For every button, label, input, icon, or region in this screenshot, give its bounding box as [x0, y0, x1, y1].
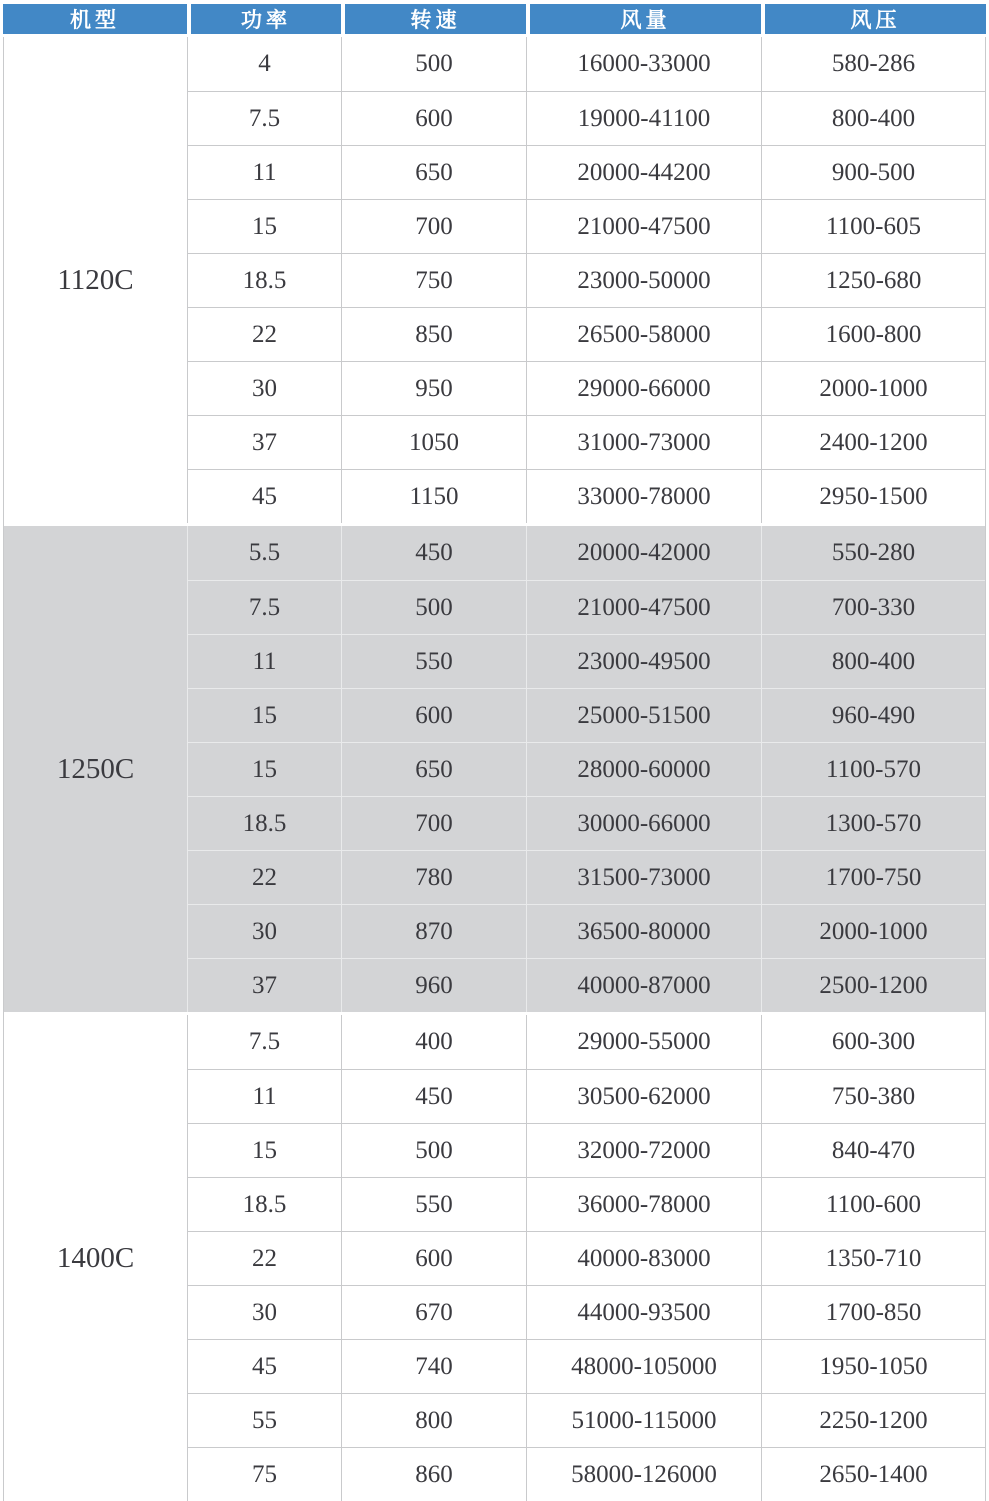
speed-cell: 860 [341, 1447, 526, 1501]
speed-cell: 750 [341, 253, 526, 307]
power-cell: 4 [258, 50, 271, 77]
header-cell-model: 机型 [3, 4, 187, 34]
power-cell: 75 [188, 1447, 341, 1501]
pressure-cell: 1700-850 [761, 1285, 985, 1339]
airflow-cell: 40000-87000 [526, 958, 761, 1012]
speed-cell: 1050 [341, 415, 526, 469]
power-cell: 22 [188, 1231, 341, 1285]
speed-cell: 850 [341, 307, 526, 361]
power-cell: 37 [188, 958, 341, 1012]
power-cell: 15 [188, 199, 341, 253]
pressure-cell: 1250-680 [761, 253, 985, 307]
speed-cell: 700 [341, 796, 526, 850]
pressure-cell: 1600-800 [761, 307, 985, 361]
speed-cell: 800 [341, 1393, 526, 1447]
power-cell: 11 [188, 145, 341, 199]
model-cell: 1120C [4, 37, 188, 523]
airflow-cell: 20000-44200 [526, 145, 761, 199]
model-cell: 1250C [4, 526, 188, 1012]
airflow-cell: 29000-66000 [526, 361, 761, 415]
header-cell-power: 功率 [187, 4, 341, 34]
airflow-cell: 48000-105000 [526, 1339, 761, 1393]
speed-cell: 870 [341, 904, 526, 958]
pressure-cell: 2250-1200 [761, 1393, 985, 1447]
pressure-cell: 2950-1500 [761, 469, 985, 523]
pressure-cell: 800-400 [761, 634, 985, 688]
fan-spec-table [3, 4, 986, 1501]
pressure-cell: 900-500 [761, 145, 985, 199]
power-cell: 15 [188, 1123, 341, 1177]
speed-cell: 550 [341, 634, 526, 688]
pressure-cell: 2400-1200 [761, 415, 985, 469]
speed-cell: 500 [341, 580, 526, 634]
pressure-cell: 580-286 [761, 37, 985, 91]
pressure-cell: 1700-750 [761, 850, 985, 904]
pressure-cell: 750-380 [761, 1069, 985, 1123]
pressure-cell: 2500-1200 [761, 958, 985, 1012]
pressure-cell: 600-300 [761, 1015, 985, 1069]
power-cell: 18.5 [188, 253, 341, 307]
airflow-cell: 20000-42000 [526, 526, 761, 580]
speed-cell: 500 [341, 37, 526, 91]
airflow-cell: 23000-49500 [526, 634, 761, 688]
pressure-cell: 1300-570 [761, 796, 985, 850]
pressure-cell: 960-490 [761, 688, 985, 742]
model-group-1400C [4, 1015, 985, 1501]
airflow-cell: 33000-78000 [526, 469, 761, 523]
pressure-cell: 2650-1400 [761, 1447, 985, 1501]
airflow-cell: 30000-66000 [526, 796, 761, 850]
header-cell-speed: 转速 [341, 4, 526, 34]
table-header-row [3, 4, 986, 34]
table-body [3, 37, 986, 1501]
pressure-cell: 1100-600 [761, 1177, 985, 1231]
pressure-cell: 1950-1050 [761, 1339, 985, 1393]
power-cell: 30 [188, 361, 341, 415]
airflow-cell: 21000-47500 [526, 199, 761, 253]
speed-cell: 670 [341, 1285, 526, 1339]
pressure-cell: 550-280 [761, 526, 985, 580]
airflow-cell: 16000-33000 [526, 37, 761, 91]
power-cell: 7.5 [188, 91, 341, 145]
pressure-cell: 1100-605 [761, 199, 985, 253]
pressure-cell: 700-330 [761, 580, 985, 634]
pressure-cell: 1350-710 [761, 1231, 985, 1285]
speed-cell: 400 [341, 1015, 526, 1069]
power-cell: 11 [188, 1069, 341, 1123]
speed-cell: 740 [341, 1339, 526, 1393]
airflow-cell: 23000-50000 [526, 253, 761, 307]
pressure-cell: 1100-570 [761, 742, 985, 796]
speed-cell: 950 [341, 361, 526, 415]
power-cell: 15 [188, 742, 341, 796]
airflow-cell: 40000-83000 [526, 1231, 761, 1285]
header-cell-airflow: 风量 [526, 4, 761, 34]
power-cell: 15 [188, 688, 341, 742]
speed-cell: 700 [341, 199, 526, 253]
pressure-cell: 2000-1000 [761, 361, 985, 415]
speed-cell: 1150 [341, 469, 526, 523]
airflow-cell: 32000-72000 [526, 1123, 761, 1177]
power-cell: 22 [188, 850, 341, 904]
power-cell: 30 [188, 904, 341, 958]
power-cell: 37 [188, 415, 341, 469]
airflow-cell: 44000-93500 [526, 1285, 761, 1339]
airflow-cell: 25000-51500 [526, 688, 761, 742]
power-cell: 45 [188, 469, 341, 523]
airflow-cell: 58000-126000 [526, 1447, 761, 1501]
speed-cell: 550 [341, 1177, 526, 1231]
speed-cell: 450 [341, 1069, 526, 1123]
power-cell: 30 [188, 1285, 341, 1339]
airflow-cell: 36500-80000 [526, 904, 761, 958]
speed-cell: 650 [341, 742, 526, 796]
speed-cell: 780 [341, 850, 526, 904]
airflow-cell: 21000-47500 [526, 580, 761, 634]
airflow-cell: 31500-73000 [526, 850, 761, 904]
airflow-cell: 36000-78000 [526, 1177, 761, 1231]
airflow-cell: 30500-62000 [526, 1069, 761, 1123]
speed-cell: 600 [341, 688, 526, 742]
airflow-cell: 28000-60000 [526, 742, 761, 796]
model-group-1120C [4, 37, 985, 523]
speed-cell: 650 [341, 145, 526, 199]
header-cell-pressure: 风压 [761, 4, 986, 34]
airflow-cell: 29000-55000 [526, 1015, 761, 1069]
power-cell: 55 [188, 1393, 341, 1447]
speed-cell: 600 [341, 91, 526, 145]
pressure-cell: 840-470 [761, 1123, 985, 1177]
airflow-cell: 31000-73000 [526, 415, 761, 469]
model-cell: 1400C [4, 1015, 188, 1501]
power-cell: 18.5 [188, 796, 341, 850]
pressure-cell: 800-400 [761, 91, 985, 145]
power-cell: 45 [188, 1339, 341, 1393]
airflow-cell: 19000-41100 [526, 91, 761, 145]
airflow-cell: 51000-115000 [526, 1393, 761, 1447]
model-group-1250C [4, 526, 985, 1012]
power-cell: 7.5 [248, 1028, 281, 1055]
speed-cell: 450 [341, 526, 526, 580]
pressure-cell: 2000-1000 [761, 904, 985, 958]
power-cell: 11 [188, 634, 341, 688]
speed-cell: 960 [341, 958, 526, 1012]
power-cell: 7.5 [188, 580, 341, 634]
airflow-cell: 26500-58000 [526, 307, 761, 361]
power-cell: 18.5 [188, 1177, 341, 1231]
power-cell: 22 [188, 307, 341, 361]
speed-cell: 500 [341, 1123, 526, 1177]
power-cell: 5.5 [248, 539, 281, 566]
speed-cell: 600 [341, 1231, 526, 1285]
